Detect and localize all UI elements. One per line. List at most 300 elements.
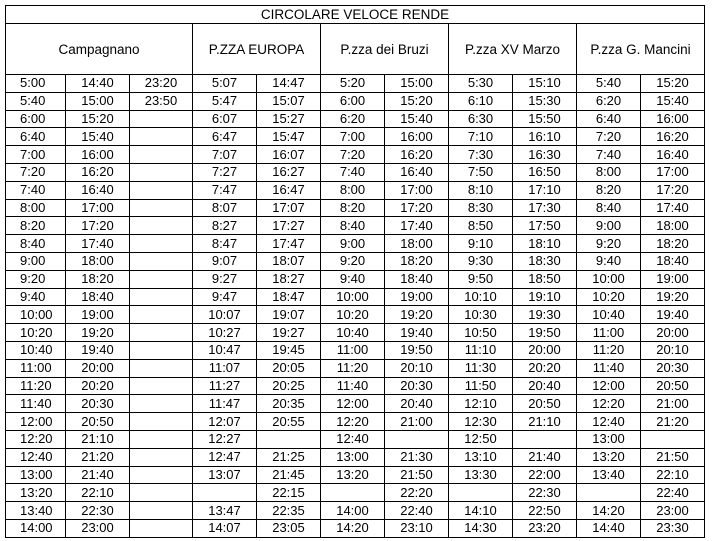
time-cell: 10:00 (321, 288, 385, 306)
time-cell: 20:50 (513, 395, 577, 413)
time-cell (130, 306, 193, 324)
time-cell: 14:47 (257, 75, 321, 93)
stop-header-piazza-europa: P.ZZA EUROPA (193, 24, 321, 75)
time-cell: 14:40 (66, 75, 130, 93)
time-cell: 14:07 (193, 519, 257, 537)
time-cell: 20:00 (641, 324, 705, 342)
time-cell (130, 359, 193, 377)
time-cell: 15:40 (385, 110, 449, 128)
time-cell: 18:07 (257, 252, 321, 270)
time-cell: 17:10 (513, 181, 577, 199)
stop-header-piazza-bruzi: P.zza dei Bruzi (321, 24, 449, 75)
time-cell: 9:40 (6, 288, 66, 306)
time-cell: 22:20 (385, 484, 449, 502)
time-cell: 20:40 (385, 395, 449, 413)
time-cell: 16:20 (66, 163, 130, 181)
time-cell: 18:00 (385, 235, 449, 253)
time-cell: 7:07 (193, 146, 257, 164)
stop-header-piazza-xv-marzo: P.zza XV Marzo (449, 24, 577, 75)
time-cell: 21:20 (641, 413, 705, 431)
time-cell: 8:30 (449, 199, 513, 217)
time-cell: 13:00 (321, 448, 385, 466)
time-cell (130, 448, 193, 466)
time-cell: 11:40 (577, 359, 641, 377)
time-cell: 11:40 (321, 377, 385, 395)
time-cell: 6:40 (577, 110, 641, 128)
time-cell: 6:00 (6, 110, 66, 128)
time-cell: 15:27 (257, 110, 321, 128)
time-cell: 19:45 (257, 341, 321, 359)
time-cell: 17:20 (66, 217, 130, 235)
time-cell: 7:00 (6, 146, 66, 164)
time-cell: 17:00 (66, 199, 130, 217)
time-cell: 23:00 (641, 502, 705, 520)
time-cell: 7:40 (577, 146, 641, 164)
time-cell: 18:20 (641, 235, 705, 253)
time-cell: 17:07 (257, 199, 321, 217)
time-cell (130, 484, 193, 502)
time-cell: 21:10 (513, 413, 577, 431)
time-cell: 13:47 (193, 502, 257, 520)
time-cell: 21:45 (257, 466, 321, 484)
time-cell: 16:40 (641, 146, 705, 164)
time-cell (130, 181, 193, 199)
time-cell (130, 235, 193, 253)
time-cell: 10:00 (6, 306, 66, 324)
time-cell: 19:20 (385, 306, 449, 324)
time-cell (130, 288, 193, 306)
time-cell: 17:40 (66, 235, 130, 253)
time-cell: 22:35 (257, 502, 321, 520)
time-cell (130, 324, 193, 342)
time-cell: 6:00 (321, 92, 385, 110)
time-cell: 23:00 (66, 519, 130, 537)
time-cell: 18:40 (66, 288, 130, 306)
time-cell: 18:00 (66, 252, 130, 270)
time-cell: 9:10 (449, 235, 513, 253)
time-cell: 6:40 (6, 128, 66, 146)
time-cell: 11:00 (577, 324, 641, 342)
time-cell: 17:40 (385, 217, 449, 235)
time-cell: 13:20 (321, 466, 385, 484)
time-cell: 16:40 (66, 181, 130, 199)
time-cell: 17:00 (385, 181, 449, 199)
time-cell (513, 430, 577, 448)
time-cell: 15:40 (641, 92, 705, 110)
time-cell: 6:20 (321, 110, 385, 128)
table-row (6, 146, 705, 164)
time-cell: 5:40 (577, 75, 641, 93)
time-cell: 21:00 (641, 395, 705, 413)
time-cell: 16:47 (257, 181, 321, 199)
time-cell: 20:30 (66, 395, 130, 413)
time-cell: 23:20 (513, 519, 577, 537)
time-cell: 8:40 (577, 199, 641, 217)
time-cell: 14:40 (577, 519, 641, 537)
time-cell: 11:20 (321, 359, 385, 377)
time-cell: 12:40 (6, 448, 66, 466)
time-cell: 9:20 (6, 270, 66, 288)
table-row (6, 448, 705, 466)
time-cell: 12:20 (6, 430, 66, 448)
schedule-table (5, 5, 705, 538)
table-row (6, 75, 705, 93)
time-cell: 11:30 (449, 359, 513, 377)
time-cell: 12:07 (193, 413, 257, 431)
time-cell (130, 377, 193, 395)
time-cell: 6:30 (449, 110, 513, 128)
time-cell: 10:47 (193, 341, 257, 359)
time-cell: 11:27 (193, 377, 257, 395)
time-cell: 8:10 (449, 181, 513, 199)
time-cell: 7:27 (193, 163, 257, 181)
time-cell: 7:20 (577, 128, 641, 146)
time-cell: 23:50 (130, 92, 193, 110)
time-cell: 13:00 (6, 466, 66, 484)
time-cell (130, 199, 193, 217)
time-cell: 16:00 (66, 146, 130, 164)
time-cell: 7:20 (321, 146, 385, 164)
time-cell: 12:30 (449, 413, 513, 431)
time-cell: 20:40 (513, 377, 577, 395)
time-cell: 21:50 (641, 448, 705, 466)
schedule-body (6, 75, 705, 538)
time-cell (130, 341, 193, 359)
time-cell: 15:20 (641, 75, 705, 93)
time-cell: 12:27 (193, 430, 257, 448)
time-cell: 5:00 (6, 75, 66, 93)
time-cell (641, 430, 705, 448)
time-cell: 10:40 (6, 341, 66, 359)
table-row (6, 484, 705, 502)
time-cell: 18:10 (513, 235, 577, 253)
time-cell: 8:40 (6, 235, 66, 253)
table-row (6, 110, 705, 128)
time-cell: 10:20 (577, 288, 641, 306)
time-cell: 7:10 (449, 128, 513, 146)
time-cell: 19:40 (641, 306, 705, 324)
time-cell: 17:00 (641, 163, 705, 181)
time-cell (130, 146, 193, 164)
time-cell (130, 252, 193, 270)
table-row (6, 430, 705, 448)
time-cell (130, 217, 193, 235)
time-cell: 6:07 (193, 110, 257, 128)
time-cell: 18:50 (513, 270, 577, 288)
table-row (6, 128, 705, 146)
time-cell: 15:30 (513, 92, 577, 110)
time-cell: 19:00 (385, 288, 449, 306)
time-cell: 22:10 (66, 484, 130, 502)
time-cell: 19:00 (641, 270, 705, 288)
time-cell: 10:00 (577, 270, 641, 288)
time-cell: 9:20 (321, 252, 385, 270)
time-cell: 16:07 (257, 146, 321, 164)
table-row (6, 519, 705, 537)
time-cell: 21:40 (66, 466, 130, 484)
time-cell: 9:20 (577, 235, 641, 253)
time-cell (130, 466, 193, 484)
table-row (6, 359, 705, 377)
time-cell: 18:00 (641, 217, 705, 235)
time-cell (130, 519, 193, 537)
table-row (6, 288, 705, 306)
time-cell: 14:30 (449, 519, 513, 537)
table-row (6, 413, 705, 431)
time-cell: 22:00 (513, 466, 577, 484)
table-row (6, 252, 705, 270)
time-cell: 22:50 (513, 502, 577, 520)
time-cell: 11:10 (449, 341, 513, 359)
time-cell: 8:50 (449, 217, 513, 235)
table-row (6, 92, 705, 110)
time-cell: 6:20 (577, 92, 641, 110)
time-cell (130, 163, 193, 181)
time-cell: 7:47 (193, 181, 257, 199)
timetable (5, 5, 705, 538)
table-row (6, 466, 705, 484)
table-row (6, 181, 705, 199)
time-cell: 14:00 (321, 502, 385, 520)
time-cell: 11:00 (321, 341, 385, 359)
time-cell: 19:50 (513, 324, 577, 342)
time-cell: 9:27 (193, 270, 257, 288)
time-cell: 5:07 (193, 75, 257, 93)
time-cell: 16:10 (513, 128, 577, 146)
time-cell: 8:47 (193, 235, 257, 253)
time-cell: 8:00 (321, 181, 385, 199)
time-cell: 18:47 (257, 288, 321, 306)
table-row (6, 199, 705, 217)
table-row (6, 502, 705, 520)
time-cell: 11:20 (6, 377, 66, 395)
time-cell: 13:10 (449, 448, 513, 466)
time-cell: 21:00 (385, 413, 449, 431)
table-row (6, 395, 705, 413)
time-cell (257, 430, 321, 448)
time-cell: 20:10 (641, 341, 705, 359)
time-cell: 11:07 (193, 359, 257, 377)
time-cell: 15:07 (257, 92, 321, 110)
time-cell (130, 413, 193, 431)
stop-header-campagnano: Campagnano (6, 24, 193, 75)
time-cell: 18:40 (385, 270, 449, 288)
time-cell: 17:40 (641, 199, 705, 217)
time-cell: 17:30 (513, 199, 577, 217)
time-cell (130, 502, 193, 520)
time-cell: 10:40 (577, 306, 641, 324)
time-cell: 21:30 (385, 448, 449, 466)
time-cell: 5:20 (321, 75, 385, 93)
time-cell (130, 128, 193, 146)
time-cell: 16:30 (513, 146, 577, 164)
time-cell: 18:20 (66, 270, 130, 288)
time-cell: 20:30 (385, 377, 449, 395)
time-cell: 8:07 (193, 199, 257, 217)
time-cell (577, 484, 641, 502)
time-cell: 9:50 (449, 270, 513, 288)
table-row (6, 270, 705, 288)
time-cell: 15:47 (257, 128, 321, 146)
time-cell: 7:30 (449, 146, 513, 164)
time-cell: 11:47 (193, 395, 257, 413)
table-row (6, 377, 705, 395)
time-cell: 20:55 (257, 413, 321, 431)
timetable-title: CIRCOLARE VELOCE RENDE (6, 6, 705, 24)
time-cell: 7:50 (449, 163, 513, 181)
time-cell: 20:20 (513, 359, 577, 377)
time-cell: 10:10 (449, 288, 513, 306)
time-cell: 20:05 (257, 359, 321, 377)
time-cell: 17:20 (385, 199, 449, 217)
time-cell: 14:20 (577, 502, 641, 520)
time-cell: 19:40 (66, 341, 130, 359)
time-cell: 21:10 (66, 430, 130, 448)
time-cell: 9:30 (449, 252, 513, 270)
time-cell (449, 484, 513, 502)
time-cell: 8:00 (577, 163, 641, 181)
time-cell: 20:35 (257, 395, 321, 413)
time-cell (193, 484, 257, 502)
time-cell: 15:00 (66, 92, 130, 110)
table-row (6, 306, 705, 324)
time-cell: 8:20 (6, 217, 66, 235)
time-cell: 9:00 (321, 235, 385, 253)
time-cell: 10:20 (321, 306, 385, 324)
time-cell: 21:50 (385, 466, 449, 484)
time-cell: 8:40 (321, 217, 385, 235)
time-cell: 17:27 (257, 217, 321, 235)
table-row (6, 235, 705, 253)
time-cell: 5:47 (193, 92, 257, 110)
time-cell: 9:07 (193, 252, 257, 270)
time-cell: 10:40 (321, 324, 385, 342)
time-cell: 20:50 (641, 377, 705, 395)
time-cell: 5:30 (449, 75, 513, 93)
time-cell: 13:20 (577, 448, 641, 466)
time-cell: 19:30 (513, 306, 577, 324)
time-cell: 12:20 (321, 413, 385, 431)
time-cell (130, 110, 193, 128)
time-cell: 9:40 (321, 270, 385, 288)
time-cell: 20:50 (66, 413, 130, 431)
time-cell: 20:20 (66, 377, 130, 395)
time-cell: 7:40 (321, 163, 385, 181)
time-cell: 11:50 (449, 377, 513, 395)
time-cell: 10:07 (193, 306, 257, 324)
time-cell: 10:20 (6, 324, 66, 342)
time-cell (130, 270, 193, 288)
time-cell: 18:40 (641, 252, 705, 270)
time-cell: 21:20 (66, 448, 130, 466)
time-cell: 16:20 (385, 146, 449, 164)
time-cell: 12:20 (577, 395, 641, 413)
time-cell: 9:47 (193, 288, 257, 306)
time-cell: 9:00 (577, 217, 641, 235)
time-cell: 17:47 (257, 235, 321, 253)
time-cell: 7:40 (6, 181, 66, 199)
time-cell (130, 430, 193, 448)
time-cell: 15:10 (513, 75, 577, 93)
time-cell: 19:20 (641, 288, 705, 306)
time-cell: 15:20 (385, 92, 449, 110)
time-cell: 8:20 (321, 199, 385, 217)
time-cell: 13:40 (577, 466, 641, 484)
time-cell: 10:27 (193, 324, 257, 342)
time-cell: 19:20 (66, 324, 130, 342)
time-cell: 20:10 (385, 359, 449, 377)
time-cell: 15:00 (385, 75, 449, 93)
time-cell: 12:10 (449, 395, 513, 413)
time-cell: 17:20 (641, 181, 705, 199)
time-cell: 23:05 (257, 519, 321, 537)
time-cell: 21:25 (257, 448, 321, 466)
table-row (6, 217, 705, 235)
time-cell: 22:40 (385, 502, 449, 520)
time-cell: 8:27 (193, 217, 257, 235)
time-cell: 12:00 (6, 413, 66, 431)
time-cell: 9:40 (577, 252, 641, 270)
stop-header-piazza-mancini: P.zza G. Mancini (577, 24, 705, 75)
time-cell: 16:40 (385, 163, 449, 181)
time-cell: 18:20 (385, 252, 449, 270)
time-cell: 14:10 (449, 502, 513, 520)
time-cell: 12:47 (193, 448, 257, 466)
time-cell: 13:00 (577, 430, 641, 448)
time-cell: 8:20 (577, 181, 641, 199)
time-cell: 19:27 (257, 324, 321, 342)
time-cell: 16:27 (257, 163, 321, 181)
time-cell: 7:20 (6, 163, 66, 181)
table-row (6, 324, 705, 342)
time-cell: 12:40 (321, 430, 385, 448)
time-cell: 10:50 (449, 324, 513, 342)
time-cell: 22:30 (66, 502, 130, 520)
time-cell: 23:30 (641, 519, 705, 537)
time-cell: 20:30 (641, 359, 705, 377)
time-cell: 9:00 (6, 252, 66, 270)
time-cell: 13:20 (6, 484, 66, 502)
time-cell: 10:30 (449, 306, 513, 324)
time-cell: 22:15 (257, 484, 321, 502)
time-cell: 5:40 (6, 92, 66, 110)
time-cell: 16:20 (641, 128, 705, 146)
time-cell: 22:10 (641, 466, 705, 484)
time-cell (130, 395, 193, 413)
time-cell: 6:10 (449, 92, 513, 110)
time-cell: 11:40 (6, 395, 66, 413)
time-cell: 12:40 (577, 413, 641, 431)
time-cell: 20:00 (66, 359, 130, 377)
time-cell: 11:20 (577, 341, 641, 359)
time-cell: 13:30 (449, 466, 513, 484)
time-cell: 19:00 (66, 306, 130, 324)
time-cell: 19:07 (257, 306, 321, 324)
table-row (6, 341, 705, 359)
table-row (6, 163, 705, 181)
time-cell: 18:30 (513, 252, 577, 270)
time-cell: 19:40 (385, 324, 449, 342)
time-cell: 21:40 (513, 448, 577, 466)
time-cell: 23:10 (385, 519, 449, 537)
time-cell: 12:50 (449, 430, 513, 448)
time-cell: 22:40 (641, 484, 705, 502)
time-cell: 17:50 (513, 217, 577, 235)
time-cell: 23:20 (130, 75, 193, 93)
time-cell: 15:20 (66, 110, 130, 128)
time-cell: 19:10 (513, 288, 577, 306)
time-cell: 20:25 (257, 377, 321, 395)
